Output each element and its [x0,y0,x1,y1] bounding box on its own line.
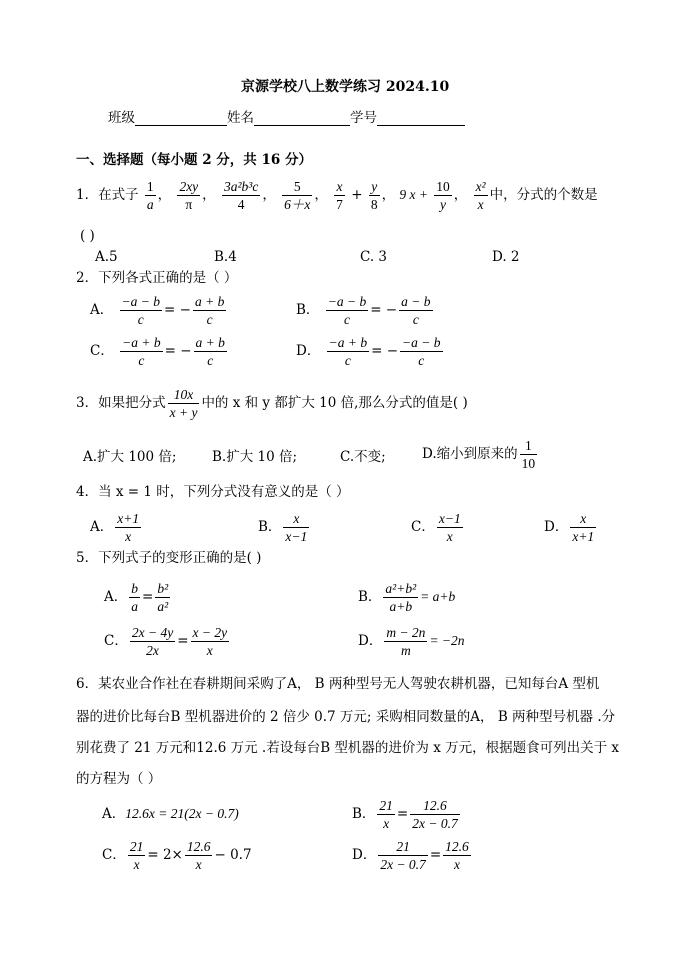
q3-option-d[interactable]: D.缩小到原来的 $\frac{1}{10}$ [422,438,536,471]
question-1-stem: 1．在式子 $\frac{1}{a}$ ， $\frac{2xy}{\pi}$ ， $\frac{\text{3a²b³c}}{4}$ ， $\frac{5}{6+x}$ ， $\frac{x}{7}$ + $\frac{y}{8}$ ， 9 x + $\frac{10}{y}$ ， $\frac{\text{x²}}{x}$ 中，分式的个数是 [76,179,598,212]
q1-fraction-1: $\frac{1}{a}$ [146,179,154,212]
q6-option-d[interactable]: D． $\frac{21}{2x - 0.7}$ = $\frac{12.6}{x}$ [352,839,469,872]
q2-c-left: $\frac{-a + b}{c}$ [122,335,161,368]
q2-a-label: A． [90,302,114,318]
q4-option-c[interactable]: C． $\frac{x-1}{x}$ [411,511,461,544]
q5-option-b[interactable]: B． $\frac{\text{a²+b²}}{a+b}$ = a+b [358,581,456,614]
name-label: 姓名 [227,110,254,126]
q2-option-c[interactable]: C． $\frac{-a + b}{c}$ = − $\frac{a + b}{c}$ [90,335,225,368]
student-info-row [108,110,465,126]
class-label: 班级 [108,110,135,126]
question-2-stem: 2．下列各式正确的是（ ） [76,270,238,286]
q2-b-right: $\frac{a - b}{c}$ [401,294,431,327]
page-title: 京源学校八上数学练习 2024.10 [241,79,450,95]
question-6-line-4: 的方程为（ ） [76,771,162,787]
q6-d-right: $\frac{12.6}{x}$ [445,839,469,872]
q1-fraction-7: $\frac{10}{y}$ [436,179,450,212]
q4-option-b[interactable]: B． $\frac{x}{x-1}$ [258,511,308,544]
q6-option-c[interactable]: C． $\frac{21}{x}$ = 2× $\frac{12.6}{x}$ − 0.7 [102,839,252,872]
q1-fraction-4: $\frac{5}{6+x}$ [284,179,311,212]
q3-d-fraction: $\frac{1}{10}$ [521,438,536,471]
q4-c-fraction: $\frac{x-1}{x}$ [438,511,461,544]
q1-answer-paren: ( ) [80,228,95,244]
q3-option-b[interactable]: B.扩大 10 倍; [212,449,298,465]
q4-option-a[interactable]: A． $\frac{x+1}{x}$ [90,511,140,544]
q1-fraction-8: $\frac{\text{x²}}{x}$ [475,179,486,212]
q2-b-left: $\frac{-a - b}{c}$ [327,294,367,327]
q6-option-a[interactable]: A．12.6x = 21(2x − 0.7) [102,806,239,822]
section-heading: 一、选择题（每小题 2 分，共 16 分） [76,152,312,168]
q5-b-left: $\frac{\text{a²+b²}}{a+b}$ [385,581,417,614]
q3-option-c[interactable]: C.不变; [340,449,386,465]
q5-c-left: $\frac{2x - 4y}{2x}$ [131,625,174,658]
class-blank[interactable] [135,125,227,126]
q1-option-c[interactable]: C. 3 [360,249,388,265]
q1-fraction-5: $\frac{x}{7}$ [336,179,343,212]
q2-b-label: B． [296,302,320,318]
question-6-line-2: 器的进价比每台B 型机器进价的 2 倍少 0.7 万元; 采购相同数量的A， B 两种型号机器 .分 [76,709,616,725]
q4-option-d[interactable]: D． $\frac{x}{x+1}$ [544,511,595,544]
q1-fraction-6: $\frac{y}{8}$ [370,179,378,212]
q6-b-left: $\frac{21}{x}$ [379,798,393,831]
q5-a-right: $\frac{\text{b²}}{\text{a²}}$ [157,581,169,614]
q5-d-left: $\frac{m - 2n}{m}$ [386,625,426,658]
q6-option-b[interactable]: B． $\frac{21}{x}$ = $\frac{12.6}{2x - 0.7}$ [352,798,458,831]
q4-d-fraction: $\frac{x}{x+1}$ [572,511,595,544]
q2-d-label: D． [296,343,321,359]
q5-c-right: $\frac{x - 2y}{x}$ [192,625,228,658]
q5-option-a[interactable]: A． $\frac{b}{a}$ = $\frac{\text{b²}}{\text{a²}}$ [104,581,169,614]
q6-b-right: $\frac{12.6}{2x - 0.7}$ [412,798,458,831]
q2-a-left: $\frac{-a - b}{c}$ [121,294,161,327]
q2-d-right: $\frac{-a - b}{c}$ [402,335,441,368]
q1-tail: 中，分式的个数是 [489,187,598,203]
q2-a-right: $\frac{a + b}{c}$ [194,294,225,327]
q3-option-a[interactable]: A.扩大 100 倍; [83,449,177,465]
q1-number: 1．在式子 [76,187,139,203]
q4-b-fraction: $\frac{x}{x-1}$ [285,511,308,544]
q1-option-b[interactable]: B.4 [214,249,237,265]
q2-option-d[interactable]: D． $\frac{-a + b}{c}$ = − $\frac{-a - b}{c}$ [296,335,441,368]
q4-a-fraction: $\frac{x+1}{x}$ [117,511,140,544]
q6-c-right: $\frac{12.6}{x}$ [186,839,211,872]
q2-c-label: C． [90,343,114,359]
q5-a-left: $\frac{b}{a}$ [131,581,138,614]
question-3-stem: 3．如果把分式 $\frac{10x}{x + y}$ 中的 x 和 y 都扩大 10 倍,那么分式的值是( ) [76,387,468,420]
q1-option-a[interactable]: A.5 [95,249,118,265]
question-4-stem: 4．当 x = 1 时，下列分式没有意义的是（ ） [76,484,350,500]
q2-option-a[interactable]: A． $\frac{-a - b}{c}$ = − $\frac{a + b}{c}$ [90,294,225,327]
q2-option-b[interactable]: B． $\frac{-a - b}{c}$ = − $\frac{a - b}{c}$ [296,294,431,327]
q1-term: 9 x + [399,187,428,202]
q3-fraction: $\frac{10x}{x + y}$ [169,387,198,420]
q2-c-right: $\frac{a + b}{c}$ [195,335,225,368]
q1-fraction-2: $\frac{2xy}{\pi}$ [179,179,199,212]
q2-d-left: $\frac{-a + b}{c}$ [328,335,368,368]
id-blank[interactable] [377,125,465,126]
q5-option-c[interactable]: C． $\frac{2x - 4y}{2x}$ = $\frac{x - 2y}{x}$ [104,625,228,658]
q6-d-left: $\frac{21}{2x - 0.7}$ [380,839,426,872]
question-6-line-1: 6．某农业合作社在春耕期间采购了A， B 两种型号无人驾驶农耕机器，已知每台A 型机 [76,676,600,692]
q1-option-d[interactable]: D. 2 [492,249,520,265]
q1-fraction-3: $\frac{\text{3a²b³c}}{4}$ [223,179,259,212]
question-5-stem: 5．下列式子的变形正确的是( ) [76,550,262,566]
question-6-line-3: 别花费了 21 万元和12.6 万元 .若设每台B 型机器的进价为 x 万元，根据题食可列出关于 x [76,740,620,756]
name-blank[interactable] [254,125,350,126]
q5-option-d[interactable]: D． $\frac{m - 2n}{m}$ = −2n [358,625,465,658]
id-label: 学号 [350,110,377,126]
q6-c-left: $\frac{21}{x}$ [129,839,144,872]
